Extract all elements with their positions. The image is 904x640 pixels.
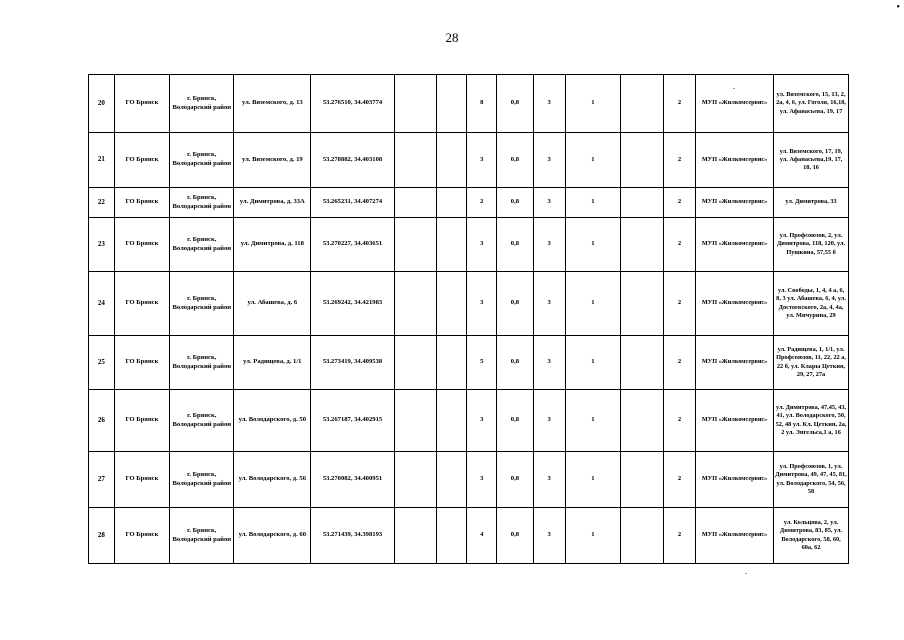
container-count-cell: 3 <box>467 390 497 452</box>
value-cell: 1 <box>565 188 621 218</box>
value-cell: 1 <box>565 218 621 272</box>
coordinates-cell: 53.270082, 34.400951 <box>311 452 394 508</box>
municipality-cell: ГО Брянск <box>114 336 170 390</box>
district-cell: г. Брянск, Володарский район <box>170 133 234 188</box>
empty-cell <box>437 336 467 390</box>
empty-cell <box>437 390 467 452</box>
empty-cell <box>437 75 467 133</box>
empty-cell <box>437 508 467 564</box>
row-number: 24 <box>89 272 115 336</box>
address-cell: ул. Вяземского, д. 19 <box>234 133 311 188</box>
operator-cell: МУП «Жилкомсервис» <box>696 188 774 218</box>
empty-cell <box>394 508 437 564</box>
value-cell: 3 <box>533 218 565 272</box>
district-cell: г. Брянск, Володарский район <box>170 508 234 564</box>
row-number: 28 <box>89 508 115 564</box>
operator-cell: МУП «Жилкомсервис» <box>696 133 774 188</box>
value-cell: 2 <box>663 272 695 336</box>
coordinates-cell: 53.278882, 34.403108 <box>311 133 394 188</box>
municipality-cell: ГО Брянск <box>114 188 170 218</box>
district-cell: г. Брянск, Володарский район <box>170 218 234 272</box>
served-addresses-cell: ул. Радищева, 1, 1/1, ул. Профсоюзов, 11, 22, 22 а, 22 б, ул. Клары Цеткин, 29, 27, 27а <box>774 336 849 390</box>
district-cell: г. Брянск, Володарский район <box>170 272 234 336</box>
value-cell: 3 <box>533 188 565 218</box>
container-volume-cell: 0,8 <box>497 452 533 508</box>
row-number: 26 <box>89 390 115 452</box>
district-cell: г. Брянск, Володарский район <box>170 390 234 452</box>
table-row <box>89 133 849 188</box>
value-cell: 2 <box>663 75 695 133</box>
row-number: 21 <box>89 133 115 188</box>
operator-cell: МУП «Жилкомсервис» <box>696 452 774 508</box>
scan-corner-mark: • <box>896 2 900 13</box>
value-cell: 1 <box>565 390 621 452</box>
address-cell: ул. Володарского, д. 60 <box>234 508 311 564</box>
table-row <box>89 272 849 336</box>
coordinates-cell: 53.271439, 34.398193 <box>311 508 394 564</box>
coordinates-cell: 53.270227, 34.403651 <box>311 218 394 272</box>
value-cell: 2 <box>663 508 695 564</box>
container-count-cell: 4 <box>467 508 497 564</box>
empty-cell <box>621 390 664 452</box>
value-cell: 1 <box>565 133 621 188</box>
address-cell: ул. Димитрова, д. 33А <box>234 188 311 218</box>
coordinates-cell: 53.269242, 34.421983 <box>311 272 394 336</box>
table-row <box>89 508 849 564</box>
empty-cell <box>621 272 664 336</box>
table-row <box>89 390 849 452</box>
served-addresses-cell: ул. Кольцова, 2, ул. Димитрова, 83, 85, ул. Володарского, 58, 60, 60а, 62 <box>774 508 849 564</box>
empty-cell <box>394 452 437 508</box>
served-addresses-cell: ул. Вяземского, 15, 13, 2, 2а, 4, 6, ул. Гоголя, 16,18, ул. Афанасьева, 19, 17 <box>774 75 849 133</box>
value-cell: 3 <box>533 75 565 133</box>
district-cell: г. Брянск, Володарский район <box>170 75 234 133</box>
value-cell: 2 <box>663 218 695 272</box>
municipality-cell: ГО Брянск <box>114 133 170 188</box>
container-count-cell: 3 <box>467 133 497 188</box>
served-addresses-cell: ул. Димитрова, 33 <box>774 188 849 218</box>
container-count-cell: 2 <box>467 188 497 218</box>
table-row <box>89 452 849 508</box>
page-number: 28 <box>445 30 459 45</box>
container-count-cell: 5 <box>467 336 497 390</box>
empty-cell <box>394 390 437 452</box>
address-cell: ул. Вяземского, д. 13 <box>234 75 311 133</box>
row-number: 25 <box>89 336 115 390</box>
empty-cell <box>621 336 664 390</box>
container-volume-cell: 0,8 <box>497 133 533 188</box>
container-count-cell: 3 <box>467 272 497 336</box>
served-addresses-cell: ул. Профсоюзов, 1, ул. Димитрова, 49, 47, 45, 81, ул. Володарского, 54, 56, 58 <box>774 452 849 508</box>
empty-cell <box>437 188 467 218</box>
table-row <box>89 188 849 218</box>
container-volume-cell: 0,8 <box>497 188 533 218</box>
served-addresses-cell: ул. Вяземского, 17, 19, ул. Афанасьева,19, 17, 18, 16 <box>774 133 849 188</box>
empty-cell <box>437 452 467 508</box>
municipality-cell: ГО Брянск <box>114 508 170 564</box>
served-addresses-cell: ул. Профсоюзов, 2, ул. Димитрова, 118, 120, ул. Пушкина, 57,55 б <box>774 218 849 272</box>
table-row <box>89 218 849 272</box>
empty-cell <box>394 336 437 390</box>
empty-cell <box>394 75 437 133</box>
operator-cell: МУП «Жилкомсервис» <box>696 390 774 452</box>
district-cell: г. Брянск, Володарский район <box>170 188 234 218</box>
municipality-cell: ГО Брянск <box>114 218 170 272</box>
district-cell: г. Брянск, Володарский район <box>170 452 234 508</box>
value-cell: 1 <box>565 508 621 564</box>
coordinates-cell: 53.273419, 34.409538 <box>311 336 394 390</box>
empty-cell <box>621 188 664 218</box>
value-cell: 2 <box>663 390 695 452</box>
value-cell: 3 <box>533 390 565 452</box>
container-volume-cell: 0,8 <box>497 390 533 452</box>
empty-cell <box>621 452 664 508</box>
value-cell: 1 <box>565 272 621 336</box>
empty-cell <box>394 133 437 188</box>
municipality-cell: ГО Брянск <box>114 390 170 452</box>
row-number: 22 <box>89 188 115 218</box>
address-cell: ул. Володарского, д. 56 <box>234 452 311 508</box>
value-cell: 1 <box>565 336 621 390</box>
container-volume-cell: 0,8 <box>497 218 533 272</box>
value-cell: 3 <box>533 508 565 564</box>
coordinates-cell: 53.265231, 34.407274 <box>311 188 394 218</box>
empty-cell <box>621 133 664 188</box>
container-count-cell: 3 <box>467 452 497 508</box>
empty-cell <box>437 272 467 336</box>
value-cell: 2 <box>663 336 695 390</box>
value-cell: 3 <box>533 133 565 188</box>
empty-cell <box>437 133 467 188</box>
municipality-cell: ГО Брянск <box>114 272 170 336</box>
operator-cell: МУП «Жилкомсервис» <box>696 75 774 133</box>
container-volume-cell: 0,8 <box>497 272 533 336</box>
empty-cell <box>394 218 437 272</box>
district-cell: г. Брянск, Володарский район <box>170 336 234 390</box>
table-row <box>89 336 849 390</box>
empty-cell <box>621 508 664 564</box>
served-addresses-cell: ул. Димитрова, 47,45, 43, 41, ул. Володарского, 50, 52, 48 ул. Кл. Цеткин, 2а, 2 ул. Энгельса,1 а, 16 <box>774 390 849 452</box>
empty-cell <box>621 75 664 133</box>
scan-speck <box>745 573 747 574</box>
row-number: 27 <box>89 452 115 508</box>
scan-speck <box>733 88 735 89</box>
municipality-cell: ГО Брянск <box>114 75 170 133</box>
value-cell: 2 <box>663 188 695 218</box>
empty-cell <box>394 272 437 336</box>
value-cell: 1 <box>565 452 621 508</box>
operator-cell: МУП «Жилкомсервис» <box>696 272 774 336</box>
address-cell: ул. Радищева, д. 1/1 <box>234 336 311 390</box>
row-number: 20 <box>89 75 115 133</box>
coordinates-cell: 53.267187, 34.402915 <box>311 390 394 452</box>
coordinates-cell: 53.276510, 34.403774 <box>311 75 394 133</box>
value-cell: 2 <box>663 133 695 188</box>
container-count-cell: 8 <box>467 75 497 133</box>
value-cell: 2 <box>663 452 695 508</box>
table-row <box>89 75 849 133</box>
address-cell: ул. Абашева, д. 6 <box>234 272 311 336</box>
value-cell: 3 <box>533 272 565 336</box>
container-volume-cell: 0,8 <box>497 508 533 564</box>
row-number: 23 <box>89 218 115 272</box>
operator-cell: МУП «Жилкомсервис» <box>696 218 774 272</box>
empty-cell <box>437 218 467 272</box>
container-count-cell: 3 <box>467 218 497 272</box>
served-addresses-cell: ул. Свободы, 1, 4, 4 а, 6, 8, 3 ул. Абашева, 6, 4, ул. Достоевского, 2а, 4, 4а, ул. Мичурина, 29 <box>774 272 849 336</box>
container-volume-cell: 0,8 <box>497 336 533 390</box>
empty-cell <box>621 218 664 272</box>
container-volume-cell: 0,8 <box>497 75 533 133</box>
container-sites-table <box>88 74 849 564</box>
municipality-cell: ГО Брянск <box>114 452 170 508</box>
operator-cell: МУП «Жилкомсервис» <box>696 508 774 564</box>
empty-cell <box>394 188 437 218</box>
address-cell: ул. Володарского, д. 50 <box>234 390 311 452</box>
address-cell: ул. Димитрова, д. 118 <box>234 218 311 272</box>
value-cell: 1 <box>565 75 621 133</box>
value-cell: 3 <box>533 452 565 508</box>
value-cell: 3 <box>533 336 565 390</box>
operator-cell: МУП «Жилкомсервис» <box>696 336 774 390</box>
